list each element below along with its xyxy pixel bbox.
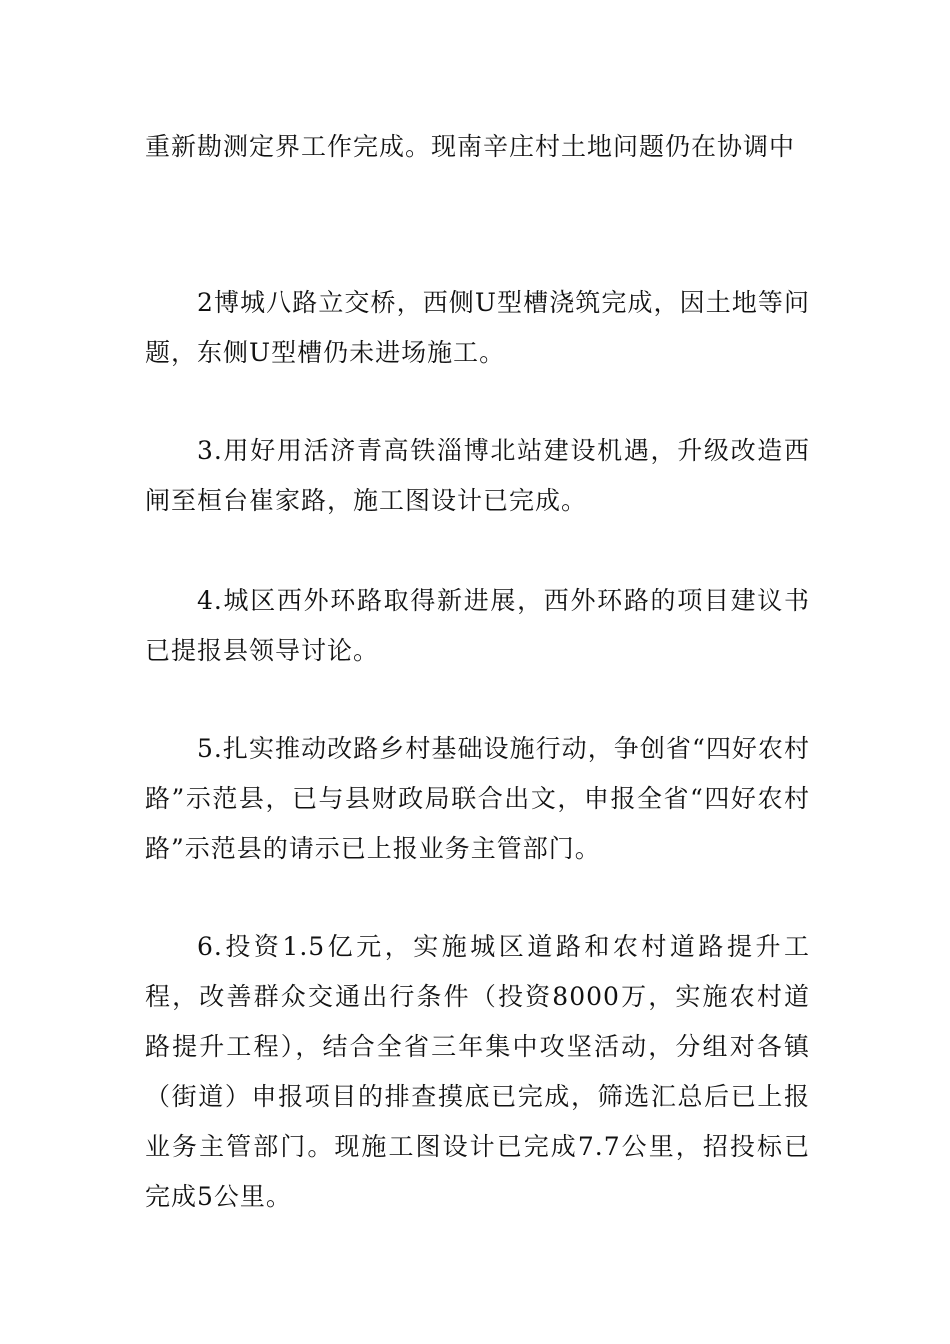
- paragraph-item-2: 2博城八路立交桥，西侧U型槽浇筑完成，因土地等问题，东侧U型槽仍未进场施工。: [145, 288, 810, 367]
- paragraph-item-4: 4.城区西外环路取得新进展，西外环路的项目建议书已提报县领导讨论。: [145, 586, 810, 665]
- paragraph-land-survey: 重新勘测定界工作完成。现南辛庄村土地问题仍在协调中: [145, 132, 796, 161]
- paragraph-item-6: 6.投资1.5亿元，实施城区道路和农村道路提升工程，改善群众交通出行条件（投资8000万，实施农村道路提升工程），结合全省三年集中攻坚活动，分组对各镇（街道）申报项目的排查摸底已完成，筛选汇总后已上报业务主管部门。现施工图设计已完成7.7公里，招投标已完成5公里。: [145, 932, 810, 1211]
- paragraph-item-3: 3.用好用活济青高铁淄博北站建设机遇，升级改造西闸至桓台崔家路，施工图设计已完成。: [145, 436, 810, 515]
- paragraph-item-5: 5.扎实推动改路乡村基础设施行动，争创省“四好农村路”示范县，已与县财政局联合出文，申报全省“四好农村路”示范县的请示已上报业务主管部门。: [145, 734, 810, 863]
